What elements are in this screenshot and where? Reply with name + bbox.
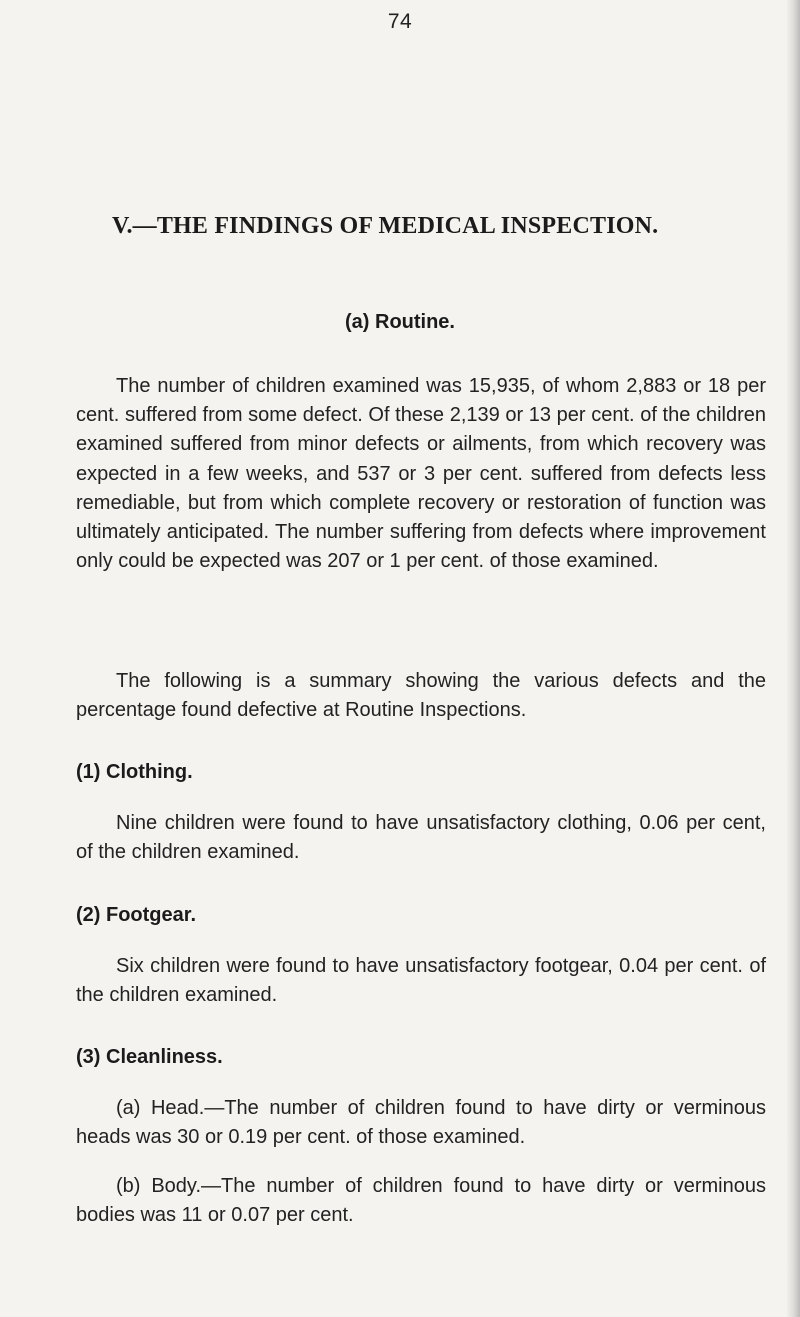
heading-cleanliness: (3) Cleanliness. bbox=[76, 1046, 223, 1068]
paragraph-text: (a) Head.—The number of children found to have dirty or verminous heads was 30 or 0.19 per cent. of those examined. bbox=[76, 1097, 766, 1149]
paragraph-cleanliness-head bbox=[76, 1094, 766, 1152]
paragraph-text: Nine children were found to have unsatisfactory clothing, 0.06 per cent, of the children examined. bbox=[76, 812, 766, 864]
subsection-title: (a) Routine. bbox=[345, 311, 455, 333]
paragraph-summary-intro bbox=[76, 667, 766, 725]
paragraph-footgear bbox=[76, 952, 766, 1010]
paragraph-text: (b) Body.—The number of children found to have dirty or verminous bodies was 11 or 0.07 per cent. bbox=[76, 1175, 766, 1227]
paragraph-text: Six children were found to have unsatisfactory footgear, 0.04 per cent. of the children examined. bbox=[76, 955, 766, 1007]
page-number: 74 bbox=[387, 10, 413, 33]
paragraph-defects-summary bbox=[76, 372, 766, 576]
heading-footgear: (2) Footgear. bbox=[76, 904, 197, 926]
paragraph-text: The following is a summary showing the various defects and the percentage found defective at Routine Inspections. bbox=[76, 670, 766, 722]
heading-clothing: (1) Clothing. bbox=[76, 761, 193, 783]
page-edge-shadow bbox=[786, 0, 800, 1317]
paragraph-text: The number of children examined was 15,935, of whom 2,883 or 18 per cent. suffered from some defect. Of these 2,139 or 13 per cent. of the children examined suffered from minor defects or ailments, from which recovery was expected in a few weeks, and 537 or 3 per cent. suffered from defects less remediable, but from which complete recovery or restoration of function was ultimately anticipated. The number suffering from defects where improvement only could be expected was 207 or 1 per cent. of those examined. bbox=[76, 375, 766, 573]
paragraph-clothing bbox=[76, 809, 766, 867]
section-title: V.—THE FINDINGS OF MEDICAL INSPECTION. bbox=[112, 213, 659, 239]
paragraph-cleanliness-body bbox=[76, 1172, 766, 1230]
